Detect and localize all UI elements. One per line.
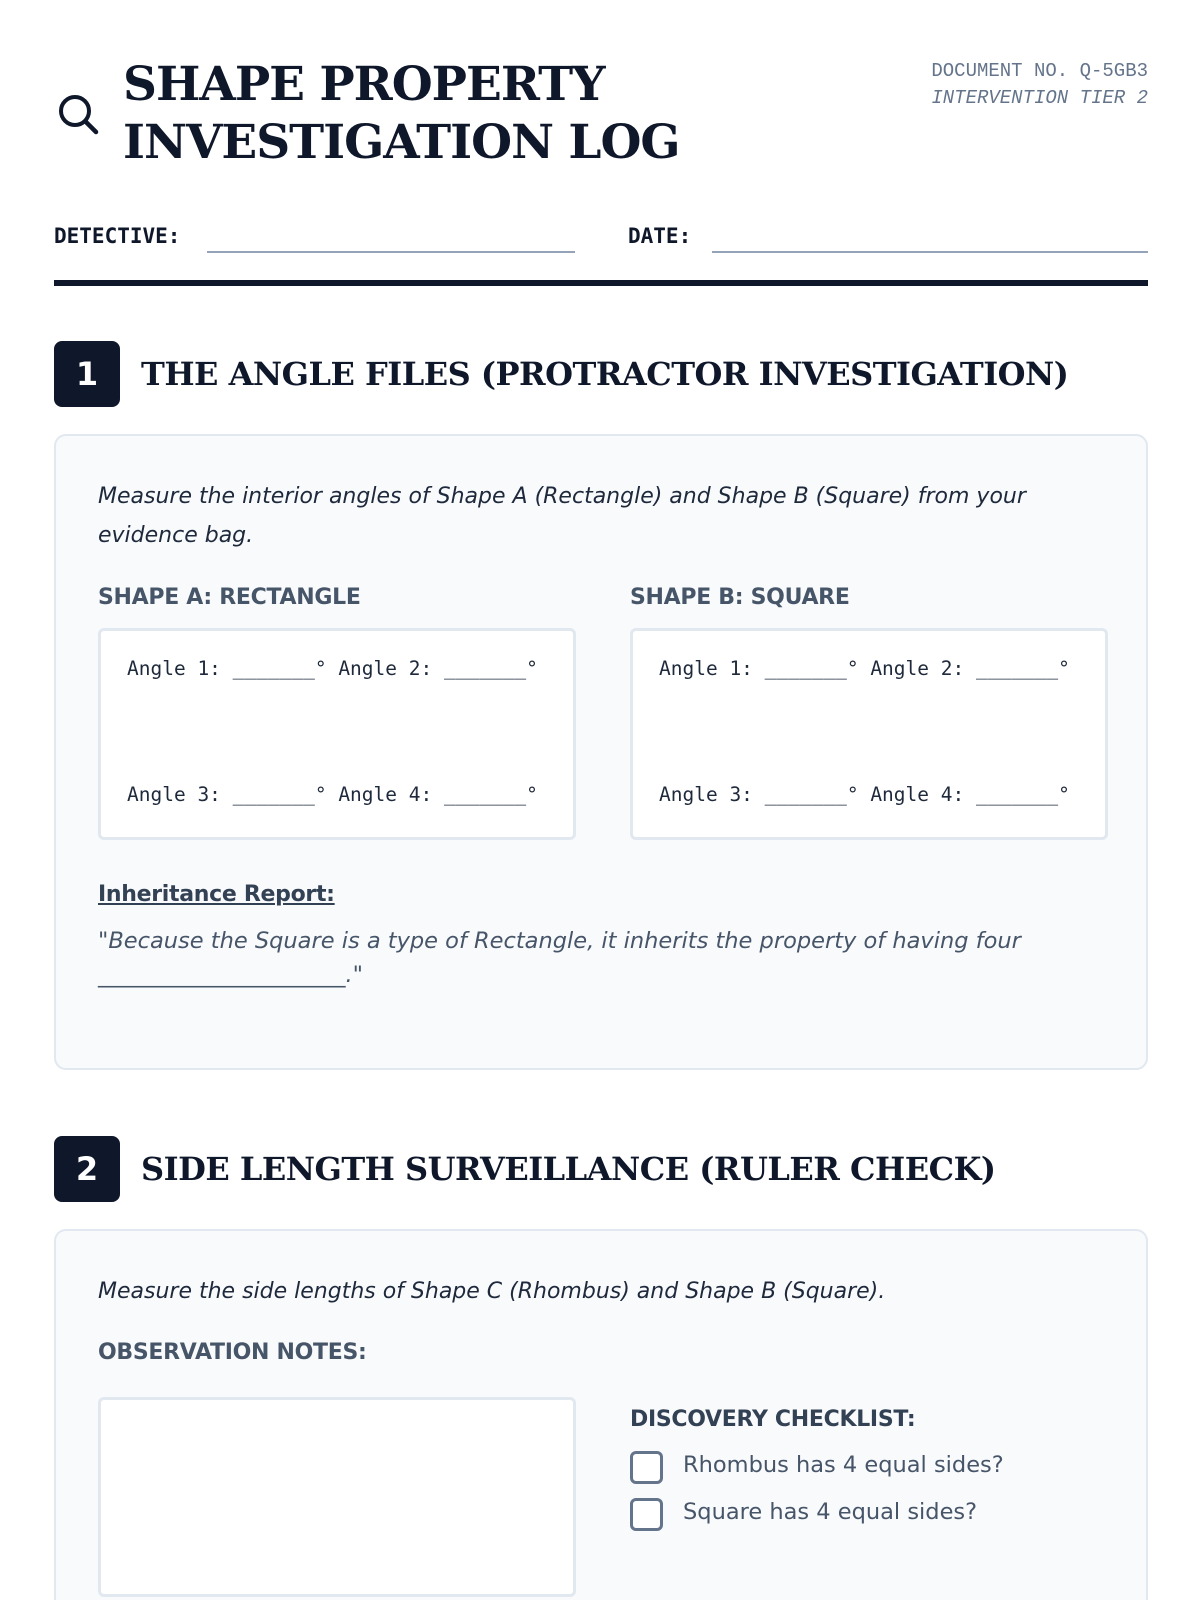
identity-fields <box>54 218 1148 254</box>
page-title: SHAPE PROPERTY INVESTIGATION LOG <box>123 57 680 170</box>
shape-b-angles-row-2: Angle 3: _______° Angle 4: _______° <box>659 783 1070 806</box>
shape-a-label: SHAPE A: RECTANGLE <box>98 585 361 610</box>
section-2-instruction: Measure the side lengths of Shape C (Rhombus) and Shape B (Square). <box>98 1279 886 1304</box>
section-2-title: SIDE LENGTH SURVEILLANCE (RULER CHECK) <box>141 1150 996 1188</box>
shape-a-angles-row-2: Angle 3: _______° Angle 4: _______° <box>127 783 538 806</box>
section-2-header <box>54 1136 1148 1202</box>
inheritance-report-label: Inheritance Report: <box>98 882 335 907</box>
document-meta <box>928 58 1148 111</box>
section-2-panel <box>54 1229 1148 1600</box>
detective-label: DETECTIVE: <box>54 224 181 248</box>
shape-a-angle-box[interactable] <box>98 628 576 840</box>
checklist-item-label: Rhombus has 4 equal sides? <box>683 1452 1004 1478</box>
date-input-line[interactable] <box>712 251 1148 253</box>
date-label: DATE: <box>628 224 692 248</box>
document-number: DOCUMENT NO. Q-5GB3 <box>931 60 1148 82</box>
section-1-header <box>54 341 1148 407</box>
section-1-title: THE ANGLE FILES (PROTRACTOR INVESTIGATION) <box>141 355 1069 393</box>
discovery-checklist-title: DISCOVERY CHECKLIST: <box>630 1407 916 1432</box>
section-1-instruction: Measure the interior angles of Shape A (Rectangle) and Shape B (Square) from your evidence bag. <box>98 484 1026 548</box>
checkbox[interactable] <box>630 1498 663 1531</box>
observation-notes-box[interactable] <box>98 1397 576 1597</box>
intervention-tier: INTERVENTION TIER 2 <box>931 86 1148 109</box>
checklist-item-label: Square has 4 equal sides? <box>683 1499 978 1525</box>
shape-b-angle-box[interactable] <box>630 628 1108 840</box>
section-2-number: 2 <box>54 1136 120 1202</box>
detective-input-line[interactable] <box>207 251 575 253</box>
document-header <box>54 52 1148 182</box>
shape-a-angles-row-1: Angle 1: _______° Angle 2: _______° <box>127 657 538 680</box>
magnifier-icon <box>56 92 100 136</box>
inheritance-report-text: "Because the Square is a type of Rectangle, it inherits the property of having four ______________________." <box>98 928 1021 988</box>
shape-b-angles-row-1: Angle 1: _______° Angle 2: _______° <box>659 657 1070 680</box>
header-divider <box>54 280 1148 286</box>
observation-notes-label: OBSERVATION NOTES: <box>98 1340 367 1365</box>
section-1-panel <box>54 434 1148 1070</box>
section-1-number: 1 <box>54 341 120 407</box>
checkbox[interactable] <box>630 1451 663 1484</box>
shape-b-label: SHAPE B: SQUARE <box>630 585 850 610</box>
